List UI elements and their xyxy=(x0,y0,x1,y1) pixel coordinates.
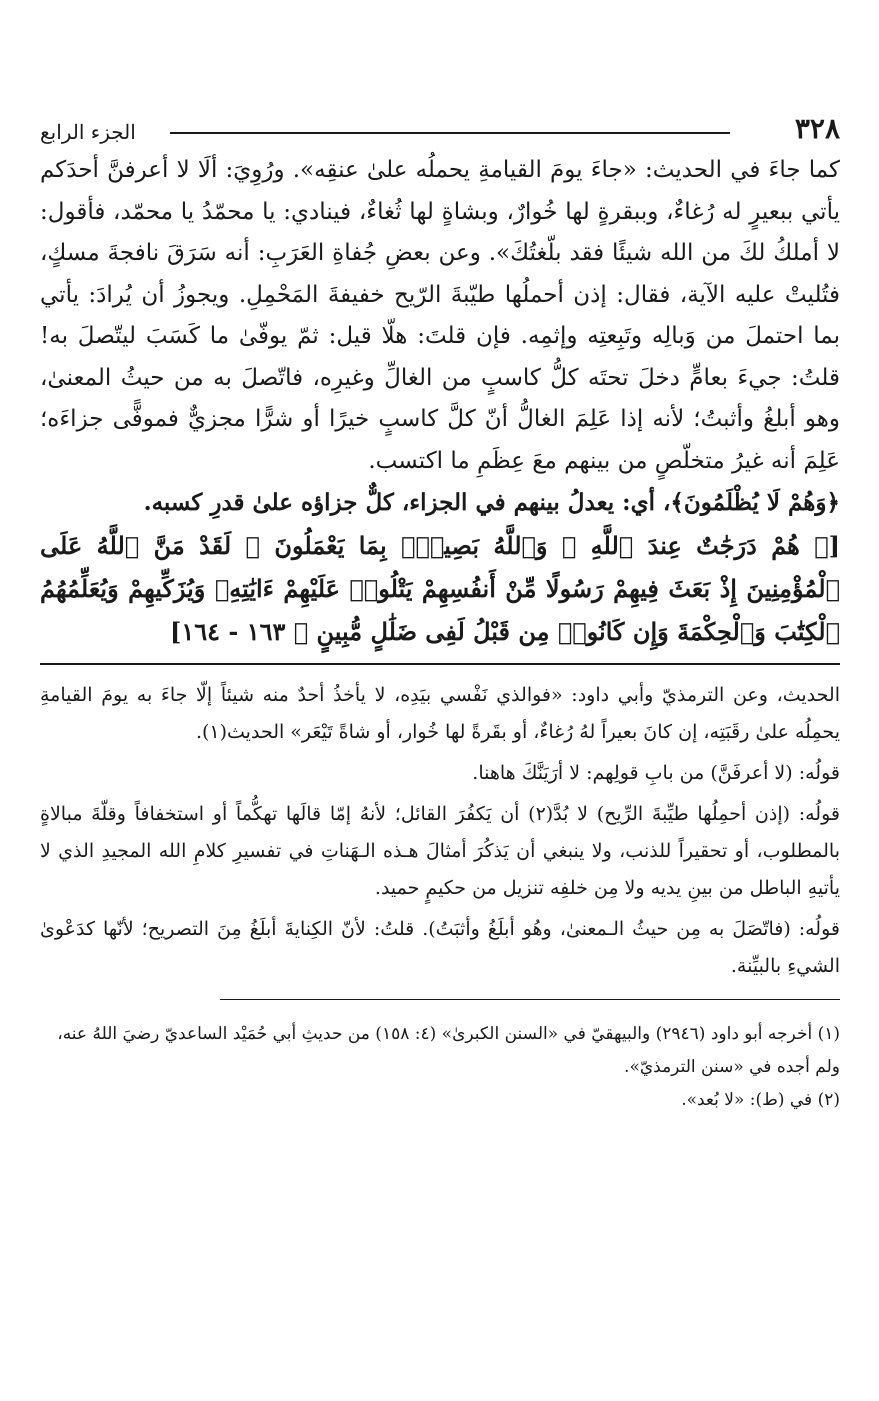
main-paragraph-verse: ﴿وَهُمْ لَا يُظْلَمُونَ﴾، أي: يعدلُ بينهم في الجزاء، كلٌّ جزاؤه علىٰ قدرِ كسبه. xyxy=(143,489,840,516)
commentary-paragraph: الحديث، وعن الترمذيّ وأبي داود: «فوالذي نَفْسي بيَدِه، لا يأخذُ أحدٌ منه شيئاً إلّا جاءَ به يومَ القيامةِ يحمِلُه علىٰ رقَبَتِه، إن كانَ بعيراً لهُ رُغاءٌ، أو بقَرةً لها خُوار، أو شاةً تَيْعَر» الحديث(١). xyxy=(40,683,840,743)
quran-verses: [﴿ هُمْ دَرَجَٰتٌ عِندَ ٱللَّهِ ۗ وَٱللَّهُ بَصِيرٌۢ بِمَا يَعْمَلُونَ ۞ لَقَدْ مَنَّ ٱللَّهُ عَلَى ٱلْمُؤْمِنِينَ إِذْ بَعَثَ فِيهِمْ رَسُولًا مِّنْ أَنفُسِهِمْ يَتْلُوا۟ عَلَيْهِمْ ءَايَٰتِهِۦ وَيُزَكِّيهِمْ وَيُعَلِّمُهُمُ ٱلْكِتَٰبَ وَٱلْحِكْمَةَ وَإِن كَانُوا۟ مِن قَبْلُ لَفِى ضَلَٰلٍ مُّبِينٍ ﴾ ١٦٣ - ١٦٤] xyxy=(40,530,840,646)
footnote-item: (٢) في (ط): «لا بُعد». xyxy=(681,1089,840,1110)
main-paragraph: كما جاءَ في الحديث: «جاءَ يومَ القيامةِ يحملُه علىٰ عنقِه». ورُوِيَ: ألَا لا أعرفنَّ أحدَكم يأتي ببعيرٍ له رُغاءٌ، وببقرةٍ لها خُوارٌ، وبشاةٍ لها ثُغاءٌ، فينادي: يا محمّدُ يا محمّد، فأقول: لا أملكُ لكَ من الله شيئًا فقد بلّغتُكَ». وعن بعضِ جُفاةِ العَرَبِ: أنه سَرَقَ نافجةَ مسكٍ، فتُليتْ عليه الآية، فقال: إذن أحملُها طيّبةَ الرّيح خفيفةَ المَحْمِلِ. ويجوزُ أن يُرادَ: يأتي بما احتملَ من وَبالِه وتَبِعتِه وإثمِه. فإن قلتَ: هلّا قيل: ثمّ يوفّىٰ ما كَسَبَ ليتّصلَ به! قلتُ: جيءَ بعامٍّ دخلَ تحتَه كلُّ كاسبٍ من الغالِّ وغيرِه، فاتّصلَ به من حيثُ المعنىٰ، وهو أبلغُ وأثبتُ؛ لأنه إذا عَلِمَ الغالُّ أنّ كلَّ كاسبٍ خيرًا أو شرًّا مجزيٌّ فموفًّى جزاءَه؛ عَلِمَ أنه غيرُ متخلّصٍ من بينهم معَ عِظَمِ ما اكتسب. xyxy=(40,157,840,474)
main-text xyxy=(40,150,840,524)
footnote-divider xyxy=(220,999,840,1000)
book-page xyxy=(40,100,840,1117)
commentary xyxy=(40,677,840,985)
page-number: ٣٢٨ xyxy=(794,112,840,145)
commentary-paragraph: قولُه: (لا أعرفَنَّ) من بابِ قولِهم: لا أرَيَنَّكَ هاهنا. xyxy=(472,761,840,784)
page-header xyxy=(40,100,840,150)
footnote-item: (١) أخرجه أبو داود (٢٩٤٦) والبيهقيّ في «السنن الكبرىٰ» (٤: ١٥٨) من حديثِ أبي حُمَيْد الساعديّ رضيَ اللهُ عنه، ولم أجده في «سنن الترمذيّ». xyxy=(57,1023,840,1077)
commentary-paragraph: قولُه: (فاتّصَلَ به مِن حيثُ الـمعنىٰ، وهُو أبلَغُ وأثبَتُ). قلتُ: لأنّ الكِنايةَ أبلَغُ مِنَ التصريح؛ لأنّها كدَعْوىٰ الشيءِ بالبيِّنة. xyxy=(40,917,840,977)
commentary-divider xyxy=(40,663,840,665)
footnotes xyxy=(40,1018,840,1117)
volume-title: الجزء الرابع xyxy=(40,120,136,144)
commentary-paragraph: قولُه: (إذن أحمِلُها طيِّبةَ الرِّيح) لا بُدَّ(٢) أن يَكفُرَ القائل؛ لأنهُ إمّا قالَها تهكُّماً أو استخفافاً وقلّةَ مبالاةٍ بالمطلوب، أو تحقيراً للذنب، ولا ينبغي أن يَذكُرَ أمثالَ هـذه الـهَناتِ في تفسيرِ كلامِ الله المجيدِ الذي لا يأتيهِ الباطل من بينِ يديه ولا مِن خلفِه تنزيل من حكيمٍ حميد. xyxy=(40,802,841,899)
header-rule xyxy=(170,132,730,134)
